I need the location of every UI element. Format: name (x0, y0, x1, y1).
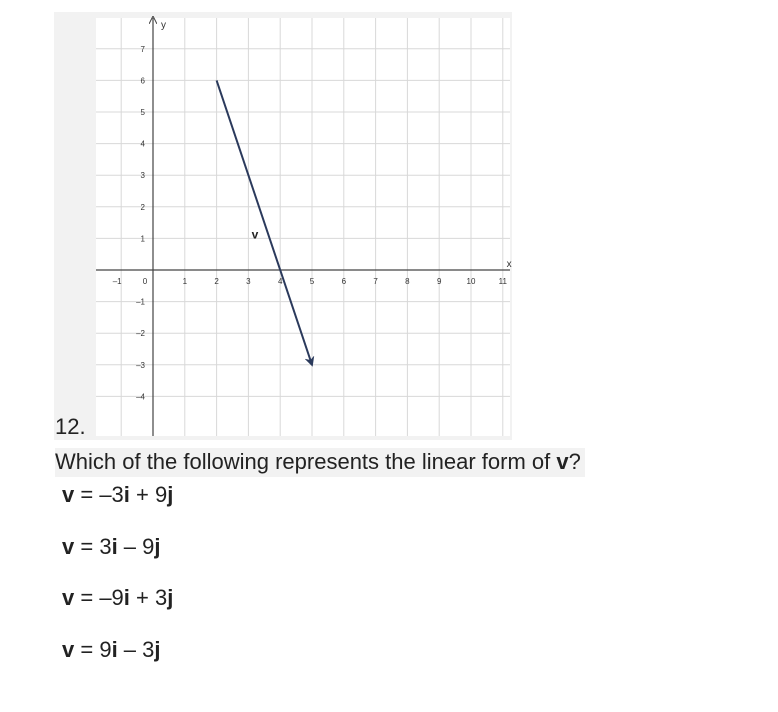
x-tick-label: 11 (498, 277, 507, 286)
choice-part: v (62, 534, 75, 559)
x-tick-label: 8 (405, 277, 410, 286)
prompt-end: ? (568, 449, 581, 474)
choice-part: j (154, 534, 161, 559)
coordinate-graph (54, 12, 512, 440)
x-tick-label: 2 (214, 277, 219, 286)
choice-part: + 3 (129, 585, 168, 610)
y-tick-label: 4 (140, 139, 145, 149)
x-tick-label: 0 (142, 277, 148, 286)
y-tick-label: 3 (140, 171, 145, 181)
answer-choice-4[interactable] (62, 637, 161, 663)
prompt-text: Which of the following represents the linear form of (55, 449, 557, 474)
choice-part: j (167, 482, 174, 507)
y-tick-label: 6 (140, 76, 145, 86)
x-tick-label: 9 (436, 277, 442, 286)
choice-part: – 9 (117, 534, 155, 559)
choice-part: v (62, 585, 75, 610)
x-tick-label: 1 (182, 277, 188, 286)
choice-part: = –3 (74, 482, 124, 507)
choice-part: = –9 (74, 585, 124, 610)
vector-label: v (251, 227, 259, 242)
x-tick-label: 4 (277, 277, 283, 286)
choice-part: j (167, 585, 174, 610)
choice-part: v (62, 482, 75, 507)
choice-part: + 9 (129, 482, 168, 507)
answer-choice-1[interactable] (62, 482, 173, 508)
y-tick-label: 7 (140, 44, 145, 54)
graph-svg (54, 12, 512, 440)
choice-part: i (123, 482, 130, 507)
choice-part: = 9 (74, 637, 112, 662)
choice-part: – 3 (117, 637, 155, 662)
x-tick-label: –1 (112, 277, 122, 286)
answer-choice-3[interactable] (62, 585, 173, 611)
y-axis-label: y (161, 20, 166, 31)
x-tick-label: 7 (373, 277, 378, 286)
prompt-vector: v (556, 449, 569, 474)
y-tick-label: –1 (136, 297, 145, 307)
x-axis-label: x (506, 259, 512, 270)
y-tick-label: –4 (136, 392, 145, 402)
x-tick-label: 10 (466, 277, 476, 286)
choice-part: j (154, 637, 161, 662)
y-tick-label: –2 (136, 329, 145, 339)
x-tick-label: 6 (341, 277, 347, 286)
x-tick-label: 3 (246, 277, 251, 286)
question-number: 12. (55, 414, 86, 439)
question-prompt (55, 448, 585, 477)
choice-part: = 3 (74, 534, 112, 559)
choice-part: i (111, 534, 118, 559)
y-tick-label: 1 (140, 234, 145, 244)
y-tick-label: 2 (140, 202, 145, 212)
choice-part: v (62, 637, 75, 662)
y-tick-label: –3 (136, 360, 145, 370)
y-tick-label: 5 (140, 108, 145, 117)
choice-part: i (123, 585, 130, 610)
x-tick-label: 5 (309, 277, 315, 286)
choice-part: i (111, 637, 118, 662)
answer-choice-2[interactable] (62, 534, 161, 560)
